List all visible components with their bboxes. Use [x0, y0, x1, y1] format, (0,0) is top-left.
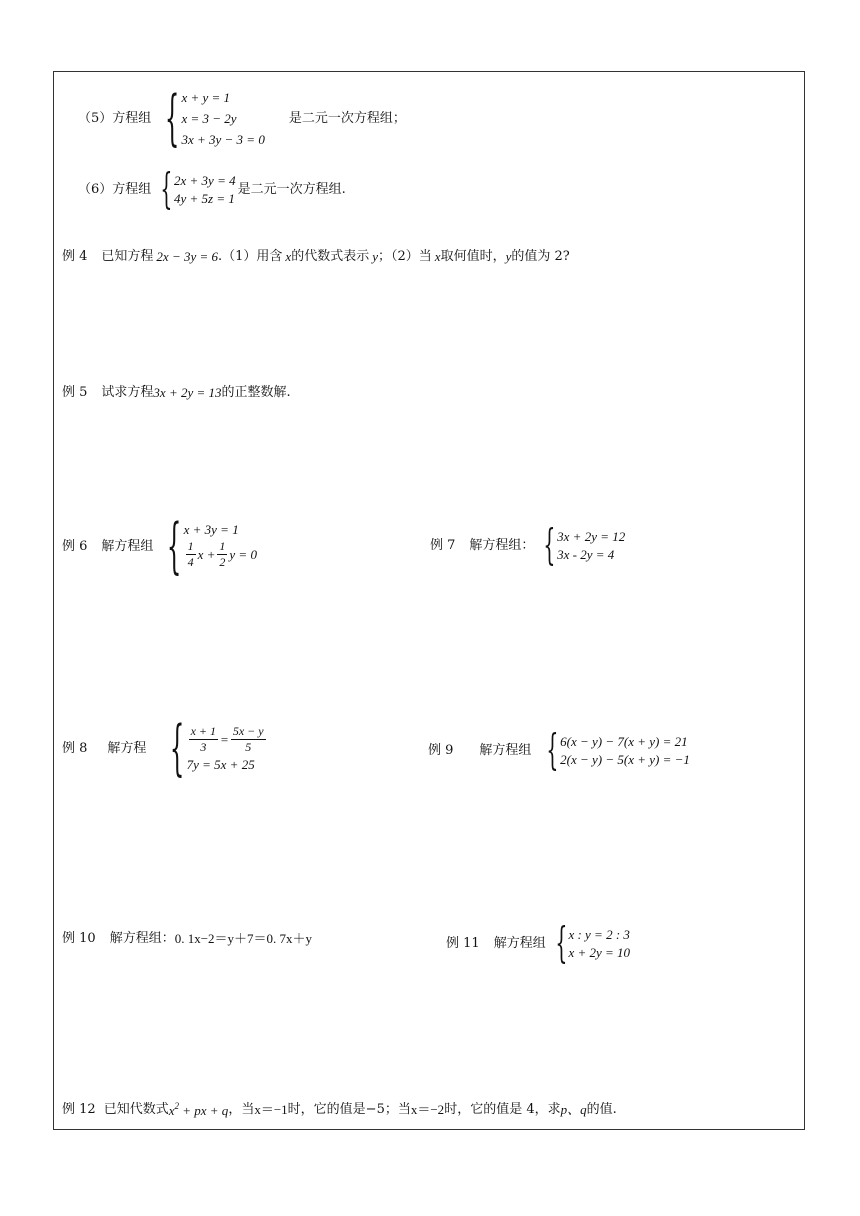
example-9-eq1: 6(x − y) − 7(x + y) = 21 [560, 733, 688, 749]
example-9 [428, 725, 692, 774]
item-5-eq1: x + y = 1 [181, 89, 231, 105]
example-4-var-x2: x [434, 249, 441, 264]
fraction-numerator: 1 [186, 540, 196, 555]
brace-icon: { [167, 511, 182, 581]
content-frame [53, 71, 805, 1130]
expr-rest: + px + q [178, 1103, 229, 1118]
item-6-prefix: （6）方程组 [78, 181, 152, 197]
fraction-denominator: 4 [187, 555, 194, 569]
example-5-equation: 3x + 2y = 13 [153, 385, 222, 400]
example-4-var-y: y [372, 249, 378, 264]
example-11-eq2: x + 2y = 10 [568, 944, 631, 960]
fraction-numerator: 1 [217, 540, 227, 555]
example-12-text3: 时，它的值是−5；当 [287, 1102, 411, 1117]
example-6-system [155, 511, 257, 581]
example-4-equation: 2x − 3y = 6 [156, 249, 219, 264]
brace-icon: { [555, 918, 568, 967]
example-8-eq2: 7y = 5x + 25 [186, 757, 255, 773]
example-4-text6: 的值为 2? [511, 249, 570, 264]
example-4-text2: .（1）用含 [218, 249, 283, 264]
example-8-system [158, 713, 267, 783]
example-5-text1: 试求方程 [101, 385, 154, 400]
example-11 [446, 918, 632, 967]
example-12-expression [169, 1102, 229, 1117]
example-10-label: 例 10 [62, 931, 96, 946]
equals-sign: = [220, 732, 229, 747]
example-4-text1: 已知方程 [101, 249, 154, 264]
fraction-numerator: 5x − y [231, 725, 266, 740]
example-6-eq2-tail: y = 0 [229, 547, 257, 562]
example-10-equation: 0. 1x−2＝y＋7＝0. 7x＋y [174, 931, 313, 946]
example-7-eq2: 3x - 2y = 4 [557, 546, 615, 562]
example-8-eq1 [187, 725, 268, 754]
example-4-text4: ；（2）当 [378, 249, 432, 264]
example-4-var-y2: y [505, 249, 512, 264]
example-6-eq2-mid: x + [197, 547, 216, 562]
item-6-eq2: 4y + 5z = 1 [174, 190, 235, 206]
example-9-text1: 解方程组 [479, 742, 532, 758]
example-11-eq1: x : y = 2 : 3 [568, 926, 630, 942]
example-4-text5: 取何值时， [440, 249, 506, 264]
example-12-text2: ，当 [228, 1102, 255, 1117]
example-12 [62, 1102, 617, 1117]
item-5-eq3: 3x + 3y − 3 = 0 [181, 131, 265, 147]
brace-icon: { [165, 83, 180, 153]
example-6-eq1: x + 3y = 1 [183, 521, 239, 537]
brace-icon: { [543, 520, 556, 569]
item-5-suffix: 是二元一次方程组； [288, 110, 406, 126]
expr-exponent: 2 [174, 1101, 179, 1111]
example-11-label: 例 11 [446, 935, 480, 951]
brace-icon: { [546, 725, 559, 774]
fraction-denominator: 3 [200, 740, 207, 754]
example-7-eq1: 3x + 2y = 12 [557, 528, 626, 544]
example-4-label: 例 4 [62, 249, 88, 264]
brace-icon: { [160, 164, 173, 213]
example-4-var-x: x [285, 249, 292, 264]
example-12-text1: 已知代数式 [103, 1102, 169, 1117]
item-5-system [153, 83, 265, 153]
item-6-system [153, 164, 236, 213]
example-7-label: 例 7 [430, 537, 456, 553]
item-5-eq2: x = 3 − 2y [181, 110, 237, 126]
example-6 [62, 511, 259, 581]
example-11-system [548, 918, 631, 967]
example-12-vars: p、q [560, 1102, 587, 1117]
example-12-cond2: x＝−2 [410, 1102, 445, 1117]
example-6-text1: 解方程组 [101, 538, 154, 554]
example-9-eq2: 2(x − y) − 5(x + y) = −1 [560, 751, 690, 767]
example-12-text5: 的值. [586, 1102, 617, 1117]
example-8-text1: 解方程 [107, 740, 147, 756]
example-6-eq2 [184, 540, 257, 569]
example-6-label: 例 6 [62, 538, 88, 554]
example-5-label: 例 5 [62, 385, 88, 400]
brace-icon: { [170, 713, 185, 783]
example-10 [62, 932, 312, 945]
example-5-text2: 的正整数解. [221, 385, 291, 400]
example-12-cond1: x＝−1 [254, 1102, 288, 1117]
example-4-text3: 的代数式表示 [291, 249, 370, 264]
example-9-label: 例 9 [428, 742, 454, 758]
example-4 [62, 250, 570, 263]
example-7-system [536, 520, 626, 569]
expr-x: x [168, 1103, 175, 1118]
example-7-text1: 解方程组： [469, 537, 535, 553]
item-6-eq1: 2x + 3y = 4 [174, 172, 236, 188]
item-5-prefix: （5）方程组 [78, 110, 152, 126]
example-8-label: 例 8 [62, 740, 88, 756]
fraction-denominator: 5 [245, 740, 252, 754]
example-11-text1: 解方程组 [493, 935, 546, 951]
example-8 [62, 713, 270, 783]
example-5 [62, 386, 291, 399]
example-12-text4: 时，它的值是 4，求 [444, 1102, 561, 1117]
example-12-label: 例 12 [62, 1102, 96, 1117]
example-7 [430, 520, 627, 569]
fraction-numerator: x + 1 [189, 725, 218, 740]
item-6 [78, 164, 346, 213]
example-10-text1: 解方程组： [109, 931, 175, 946]
fraction-denominator: 2 [219, 555, 226, 569]
example-9-system [539, 725, 690, 774]
item-5 [78, 83, 406, 153]
item-6-suffix: 是二元一次方程组. [237, 181, 346, 197]
